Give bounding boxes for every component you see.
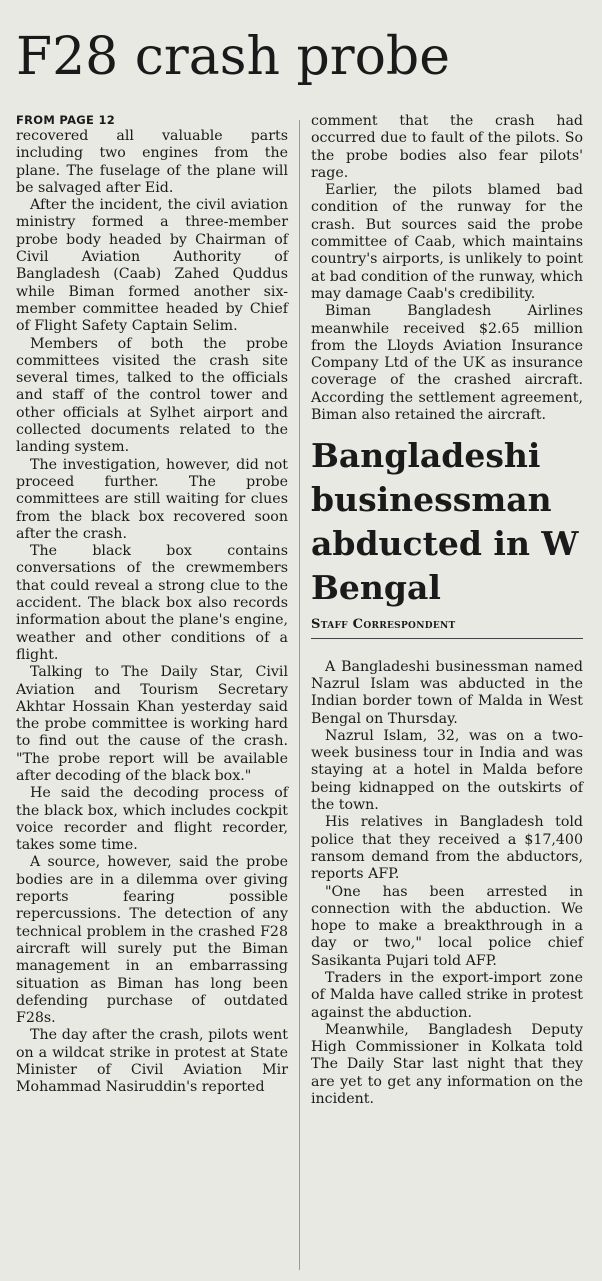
article-paragraph: recovered all valuable parts including two engines from the plane. The fuselage of the plane will be salvaged after Eid.	[16, 128, 288, 196]
article-paragraph: Members of both the probe committees visited the crash site several times, talked to the officials and staff of the control tower and other officials at Sylhet airport and collected documents related to the landing system.	[16, 335, 288, 456]
second-story-paragraph: Nazrul Islam, 32, was on a two-week business tour in India and was staying at a hotel in Malda before being kidnapped on the outskirts of the town.	[311, 727, 583, 814]
article-paragraph: A source, however, said the probe bodies are in a dilemma over giving reports fearing possible repercussions. The detection of any technical problem in the crashed F28 aircraft will surely put the Biman management in an embarrassing situation as Biman has long been defending purchase of outdated F28s.	[16, 854, 288, 1027]
left-column	[16, 113, 288, 1097]
article-paragraph: Biman Bangladesh Airlines meanwhile received $2.65 million from the Lloyds Aviation Insurance Company Ltd of the UK as insurance coverage of the crashed aircraft. According the settlement agreement, Biman also retained the aircraft.	[311, 303, 583, 424]
article-paragraph: Talking to The Daily Star, Civil Aviation and Tourism Secretary Akhtar Hossain Khan yesterday said the probe committee is working hard to find out the cause of the crash. "The probe report will be available after decoding of the black box."	[16, 664, 288, 784]
article-paragraph: The day after the crash, pilots went on a wildcat strike in protest at State Minister of Civil Aviation Mir Mohammad Nasiruddin's reported	[16, 1027, 288, 1096]
continuation-label: FROM PAGE 12	[16, 113, 116, 127]
column-divider	[299, 120, 300, 1270]
article-paragraph: comment that the crash had occurred due to fault of the pilots. So the probe bodies also fear pilots' rage.	[311, 113, 583, 181]
right-column	[311, 113, 583, 1108]
article-paragraph: He said the decoding process of the black box, which includes cockpit voice recorder and flight recorder, takes some time.	[16, 785, 288, 854]
byline: Staff Correspondent	[311, 616, 583, 638]
article-paragraph: The black box contains conversations of the crewmembers that could reveal a strong clue to the accident. The black box also records information about the plane's engine, weather and other conditions of a flight.	[16, 543, 288, 663]
second-story-paragraph: "One has been arrested in connection with the abduction. We hope to make a breakthrough in a day or two," local police chief Sasikanta Pujari told AFP.	[311, 883, 583, 969]
second-story-paragraph: Traders in the export-import zone of Malda have called strike in protest against the abduction.	[311, 969, 583, 1021]
article-paragraph: The investigation, however, did not proceed further. The probe committees are still waiting for clues from the black box recovered soon after the crash.	[16, 456, 288, 542]
second-story-headline: Bangladeshi businessman abducted in W Bengal	[311, 436, 579, 608]
article-paragraph: Earlier, the pilots blamed bad condition of the runway for the crash. But sources said the probe committee of Caab, which maintains country's airports, is unlikely to point at bad condition of the runway, which may damage Caab's credibility.	[311, 182, 583, 302]
second-story-paragraph: Meanwhile, Bangladesh Deputy High Commissioner in Kolkata told The Daily Star last night that they are yet to get any information on the incident.	[311, 1021, 583, 1108]
second-story-paragraph: A Bangladeshi businessman named Nazrul Islam was abducted in the Indian border town of Malda in West Bengal on Thursday.	[311, 658, 583, 727]
article-paragraph: After the incident, the civil aviation ministry formed a three-member probe body headed by Chairman of Civil Aviation Authority of Bangladesh (Caab) Zahed Quddus while Biman formed another six-member committee headed by Chief of Flight Safety Captain Selim.	[16, 197, 288, 335]
second-story-paragraph: His relatives in Bangladesh told police that they received a $17,400 ransom demand from the abductors, reports AFP.	[311, 814, 583, 883]
main-headline: F28 crash probe	[16, 27, 450, 87]
